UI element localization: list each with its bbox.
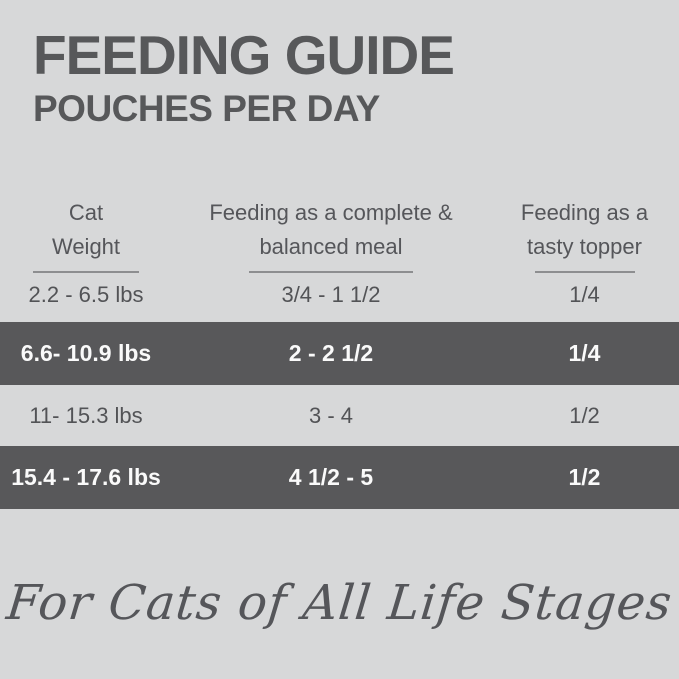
column-header-line: balanced meal — [259, 234, 403, 259]
column-header-line: Weight — [51, 234, 121, 259]
cell-tasty-topper: 1/2 — [569, 402, 600, 428]
column-header-cat-weight — [0, 196, 172, 273]
cell-cat-weight: 2.2 - 6.5 lbs — [28, 282, 144, 307]
cell-tasty-topper: 1/2 — [568, 464, 601, 490]
cell-complete-meal: 3 - 4 — [308, 402, 354, 428]
cell-tasty-topper: 1/4 — [569, 282, 600, 307]
column-header-line: Feeding as a — [520, 200, 649, 225]
cell-cat-weight: 11- 15.3 lbs — [29, 402, 143, 428]
cell-complete-meal: 4 1/2 - 5 — [288, 464, 374, 490]
cell-complete-meal: 3/4 - 1 1/2 — [281, 282, 381, 307]
page-subtitle: POUCHES PER DAY — [33, 88, 380, 129]
table-body — [0, 268, 679, 509]
table-row-highlighted — [0, 446, 679, 509]
cell-cat-weight: 15.4 - 17.6 lbs — [11, 464, 161, 490]
page-title: FEEDING GUIDE — [33, 24, 454, 86]
column-header-line: Cat — [68, 200, 104, 225]
table-row — [0, 268, 679, 322]
title-block — [33, 24, 454, 130]
table-header-row — [0, 196, 679, 273]
cell-tasty-topper: 1/4 — [568, 340, 601, 366]
cell-cat-weight: 6.6- 10.9 lbs — [20, 340, 152, 366]
all-life-stages-tagline: For Cats of All Life Stages — [4, 575, 675, 631]
column-header-line: tasty topper — [527, 234, 642, 259]
column-header-complete-meal — [172, 196, 490, 273]
table-row — [0, 385, 679, 446]
column-header-line: Feeding as a complete & — [209, 200, 453, 225]
table-row-highlighted — [0, 322, 679, 385]
cell-complete-meal: 2 - 2 1/2 — [288, 340, 374, 366]
column-header-tasty-topper — [490, 196, 679, 273]
